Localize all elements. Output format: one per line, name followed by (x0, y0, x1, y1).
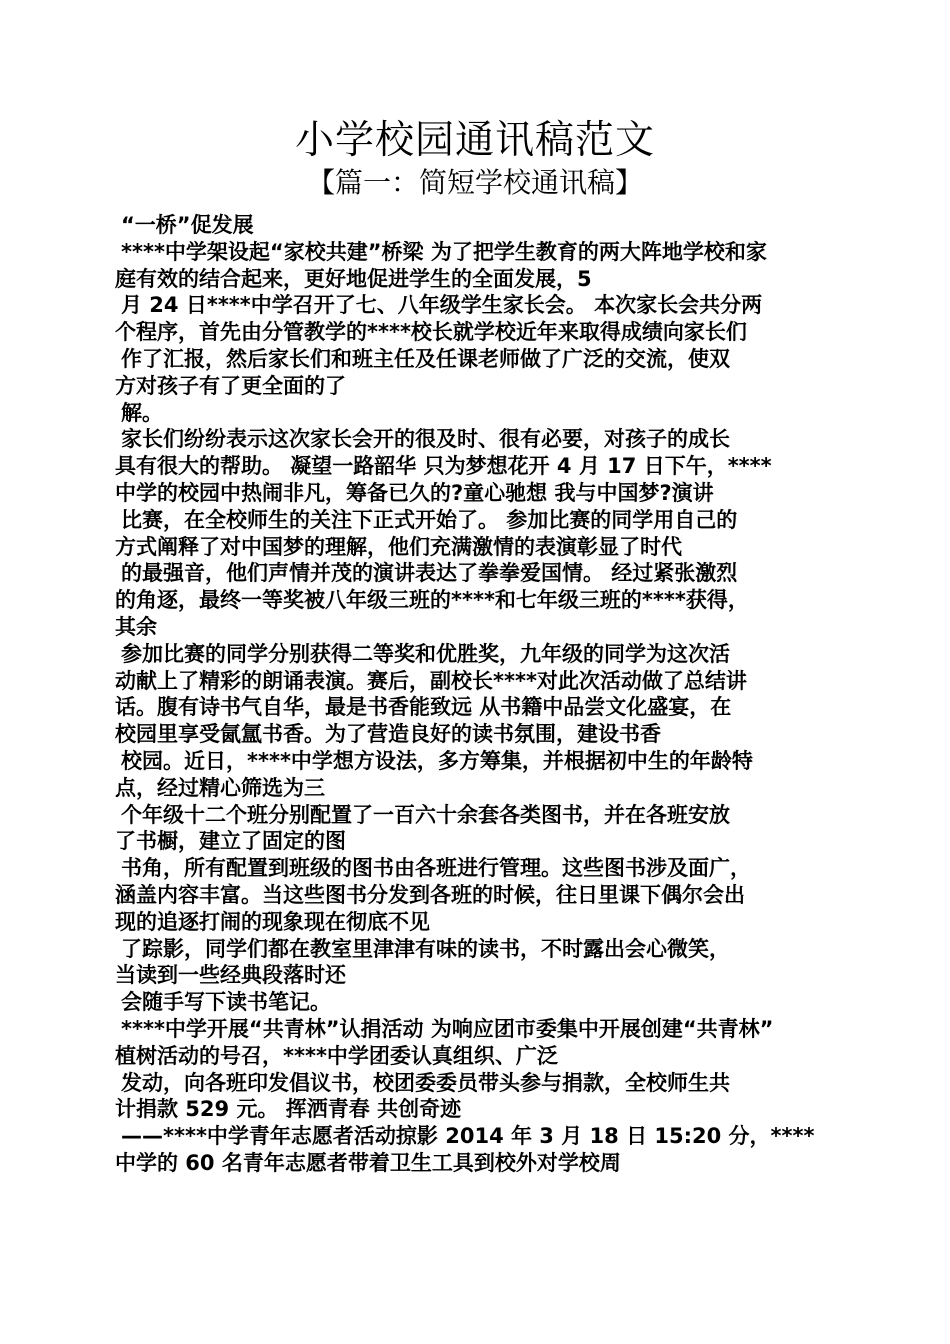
body-line: 涵盖内容丰富。当这些图书分发到各班的时候，往日里课下偶尔会出 (115, 882, 745, 907)
body-line: 家长们纷纷表示这次家长会开的很及时、很有必要，对孩子的成长 (121, 427, 730, 452)
body-line: 个程序，首先由分管教学的****校长就学校近年来取得成绩向家长们 (115, 320, 747, 345)
body-line: ——****中学青年志愿者活动掠影 2014 年 3 月 18 日 15:20 分，**** (121, 1124, 815, 1149)
body-line: 其余 (115, 614, 157, 639)
body-line: 话。腹有诗书气自华，最是书香能致远 从书籍中品尝文化盛宴，在 (115, 695, 732, 720)
body-line: 庭有效的结合起来，更好地促进学生的全面发展，5 (115, 266, 592, 291)
body-line: 的最强音，他们声情并茂的演讲表达了拳拳爱国情。 经过紧张激烈 (121, 561, 738, 586)
document-title: 小学校园通讯稿范文 (294, 118, 655, 163)
body-line: 了书橱，建立了固定的图 (115, 829, 346, 854)
document-subtitle: 【篇一：简短学校通讯稿】 (306, 166, 643, 199)
body-line: 个年级十二个班分别配置了一百六十余套各类图书，并在各班安放 (121, 802, 730, 827)
body-line: “一桥”促发展 (121, 213, 254, 237)
body-line: 解。 (121, 400, 163, 425)
body-line: 动献上了精彩的朗诵表演。赛后，副校长****对此次活动做了总结讲 (115, 668, 747, 693)
body-line: 点，经过精心筛选为三 (115, 775, 325, 800)
body-line: 当读到一些经典段落时还 (115, 963, 346, 988)
body-line: 发动，向各班印发倡议书，校团委委员带头参与捐款，全校师生共 (121, 1070, 730, 1095)
body-line: 中学的 60 名青年志愿者带着卫生工具到校外对学校周 (115, 1150, 621, 1175)
document-body (115, 212, 840, 1177)
body-line: 作了汇报，然后家长们和班主任及任课老师做了广泛的交流，使双 (121, 346, 730, 371)
body-line: 了踪影，同学们都在教室里津津有味的读书，不时露出会心微笑， (121, 936, 730, 961)
body-line: 方对孩子有了更全面的了 (115, 373, 346, 398)
body-line: 具有很大的帮助。 凝望一路韶华 只为梦想花开 4 月 17 日下午，**** (115, 454, 772, 479)
body-line: 计捐款 529 元。 挥洒青春 共创奇迹 (115, 1097, 462, 1122)
body-line: 的角逐，最终一等奖被八年级三班的****和七年级三班的****获得， (115, 588, 749, 613)
body-line: 月 24 日****中学召开了七、八年级学生家长会。 本次家长会共分两 (121, 293, 763, 318)
body-line: 植树活动的号召，****中学团委认真组织、广泛 (115, 1043, 558, 1068)
body-line: 书角，所有配置到班级的图书由各班进行管理。这些图书涉及面广， (121, 856, 751, 881)
body-line: 会随手写下读书笔记。 (121, 990, 331, 1015)
body-line: ****中学架设起“家校共建”桥梁 为了把学生教育的两大阵地学校和家 (121, 239, 767, 264)
body-line: 现的追逐打闹的现象现在彻底不见 (115, 909, 430, 934)
body-line: ****中学开展“共青林”认捐活动 为响应团市委集中开展创建“共青林” (121, 1016, 774, 1041)
body-line: 校园里享受氤氲书香。为了营造良好的读书氛围，建设书香 (115, 722, 661, 747)
body-line: 比赛，在全校师生的关注下正式开始了。 参加比赛的同学用自己的 (121, 507, 738, 532)
body-line: 参加比赛的同学分别获得二等奖和优胜奖，九年级的同学为这次活 (121, 641, 730, 666)
body-line: 校园。近日，****中学想方设法，多方筹集，并根据初中生的年龄特 (121, 748, 753, 773)
body-line: 中学的校园中热闹非凡，筹备已久的?童心驰想 我与中国梦?演讲 (115, 480, 714, 505)
body-line: 方式阐释了对中国梦的理解，他们充满激情的表演彰显了时代 (115, 534, 682, 559)
